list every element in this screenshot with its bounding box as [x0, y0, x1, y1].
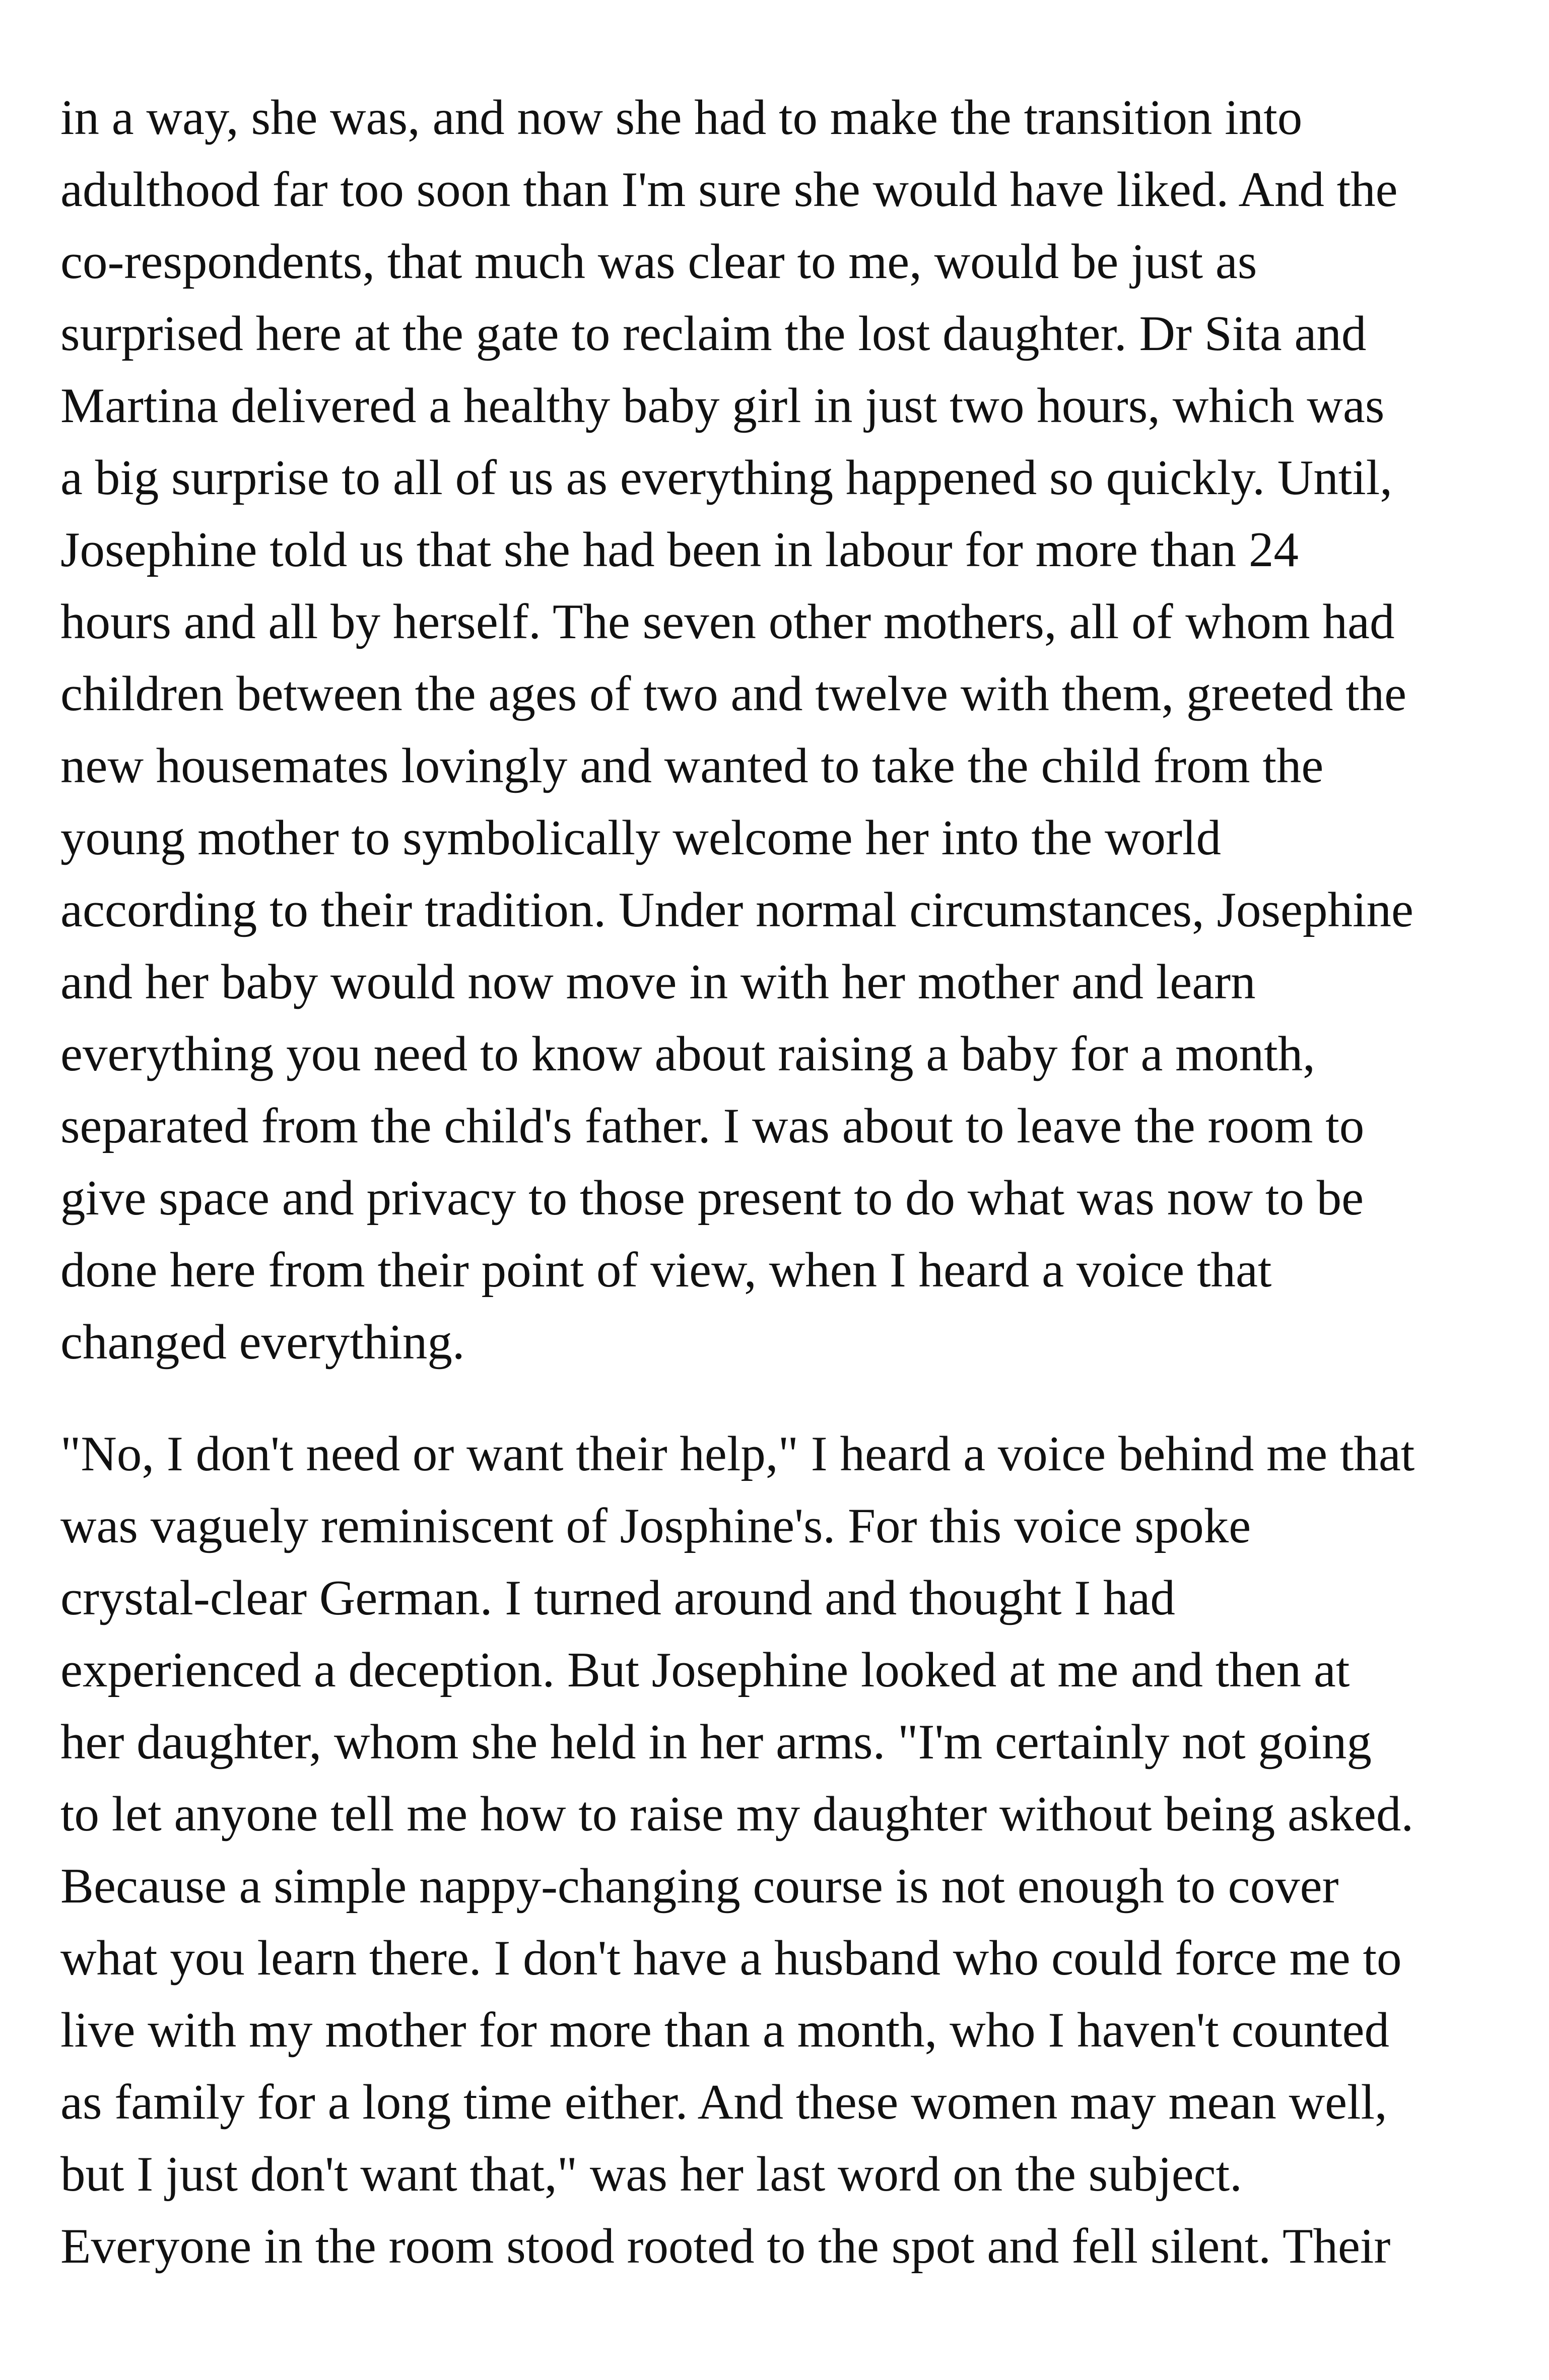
text-line: her daughter, whom she held in her arms. "I'm certainly not going	[60, 1715, 1372, 1770]
text-line: as family for a long time either. And these women may mean well,	[60, 2075, 1387, 2130]
text-line: surprised here at the gate to reclaim the lost daughter. Dr Sita and	[60, 306, 1367, 361]
text-line: to let anyone tell me how to raise my daughter without being asked.	[60, 1787, 1414, 1842]
paragraph	[60, 82, 1491, 1378]
paragraph	[60, 1418, 1491, 2282]
text-line: Josephine told us that she had been in labour for more than 24	[60, 522, 1299, 577]
text-line: give space and privacy to those present to do what was now to be	[60, 1171, 1364, 1226]
text-line: separated from the child's father. I was about to leave the room to	[60, 1099, 1365, 1153]
text-line: was vaguely reminiscent of Josphine's. For this voice spoke	[60, 1499, 1251, 1553]
text-line: in a way, she was, and now she had to make the transition into	[60, 90, 1303, 145]
text-line: children between the ages of two and twelve with them, greeted the	[60, 666, 1407, 721]
text-line: adulthood far too soon than I'm sure she would have liked. And the	[60, 162, 1398, 217]
text-line: experienced a deception. But Josephine looked at me and then at	[60, 1643, 1350, 1697]
text-line: what you learn there. I don't have a husband who could force me to	[60, 1931, 1402, 1986]
text-line: co-respondents, that much was clear to me, would be just as	[60, 234, 1257, 289]
text-line: hours and all by herself. The seven other mothers, all of whom had	[60, 594, 1395, 649]
text-line: Because a simple nappy-changing course is not enough to cover	[60, 1859, 1339, 1914]
text-line: Everyone in the room stood rooted to the spot and fell silent. Their	[60, 2219, 1391, 2274]
text-line: changed everything.	[60, 1315, 465, 1370]
text-line: everything you need to know about raising a baby for a month,	[60, 1027, 1315, 1081]
text-line: crystal-clear German. I turned around and thought I had	[60, 1571, 1175, 1625]
text-line: done here from their point of view, when I heard a voice that	[60, 1243, 1272, 1298]
text-line: a big surprise to all of us as everything happened so quickly. Until,	[60, 450, 1393, 505]
text-line: according to their tradition. Under normal circumstances, Josephine	[60, 882, 1413, 937]
text-line: young mother to symbolically welcome her into the world	[60, 810, 1222, 865]
text-line: "No, I don't need or want their help," I heard a voice behind me that	[60, 1426, 1415, 1481]
text-line: live with my mother for more than a month, who I haven't counted	[60, 2003, 1389, 2058]
text-line: but I just don't want that," was her last word on the subject.	[60, 2147, 1242, 2202]
text-line: and her baby would now move in with her mother and learn	[60, 955, 1256, 1009]
text-line: Martina delivered a healthy baby girl in just two hours, which was	[60, 378, 1385, 433]
text-line: new housemates lovingly and wanted to take the child from the	[60, 738, 1324, 793]
